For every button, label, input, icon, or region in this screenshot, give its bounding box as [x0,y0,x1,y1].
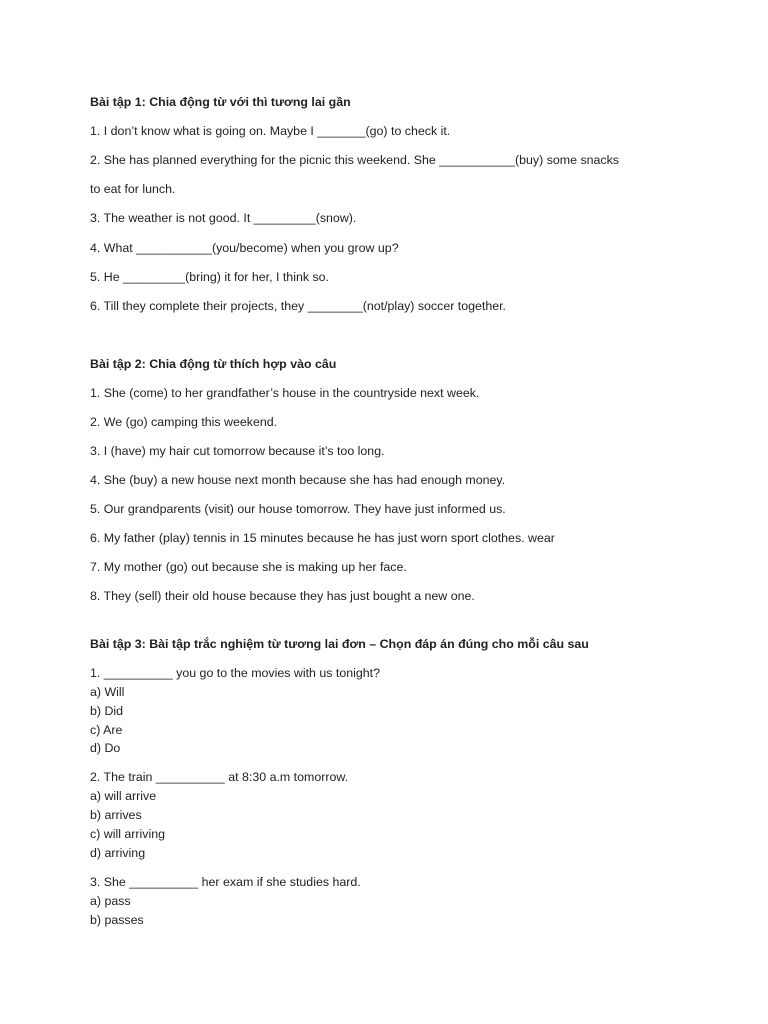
section-heading: Bài tập 2: Chia động từ thích hợp vào câu [90,357,337,371]
answer-option: c) will arriving [90,827,166,841]
exercise-line: 1. She (come) to her grandfather’s house in the countryside next week. [90,386,480,400]
exercise-line: 2. We (go) camping this weekend. [90,415,278,429]
answer-option: b) arrives [90,808,142,822]
exercise-line: 3. The weather is not good. It _________(snow). [90,211,357,225]
answer-option: a) will arrive [90,789,157,803]
section-heading: Bài tập 3: Bài tập trắc nghiệm từ tương lai đơn – Chọn đáp án đúng cho mỗi câu sau [90,637,589,651]
answer-option: c) Are [90,723,123,737]
question-text: 2. The train __________ at 8:30 a.m tomorrow. [90,770,349,784]
answer-option: a) Will [90,685,125,699]
exercise-line: 5. He _________(bring) it for her, I think so. [90,270,330,284]
exercise-line: 5. Our grandparents (visit) our house tomorrow. They have just informed us. [90,502,506,516]
exercise-line: 4. What ___________(you/become) when you grow up? [90,241,399,255]
exercise-line: 2. She has planned everything for the picnic this weekend. She ___________(buy) some snacks [90,153,620,167]
exercise-line: 8. They (sell) their old house because they has just bought a new one. [90,589,475,603]
answer-option: a) pass [90,894,131,908]
exercise-line: 4. She (buy) a new house next month because she has had enough money. [90,473,506,487]
answer-option: d) Do [90,741,121,755]
exercise-line: 3. I (have) my hair cut tomorrow because it’s too long. [90,444,385,458]
exercise-line: 1. I don’t know what is going on. Maybe I _______(go) to check it. [90,124,451,138]
exercise-line: 6. My father (play) tennis in 15 minutes because he has just worn sport clothes. wear [90,531,555,545]
section-heading: Bài tập 1: Chia động từ với thì tương lai gần [90,95,351,109]
exercise-line: 6. Till they complete their projects, they ________(not/play) soccer together. [90,299,507,313]
exercise-line: 7. My mother (go) out because she is making up her face. [90,560,407,574]
answer-option: b) Did [90,704,124,718]
answer-option: b) passes [90,913,144,927]
question-text: 3. She __________ her exam if she studies hard. [90,875,361,889]
exercise-line: to eat for lunch. [90,182,176,196]
question-text: 1. __________ you go to the movies with us tonight? [90,666,381,680]
answer-option: d) arriving [90,846,146,860]
